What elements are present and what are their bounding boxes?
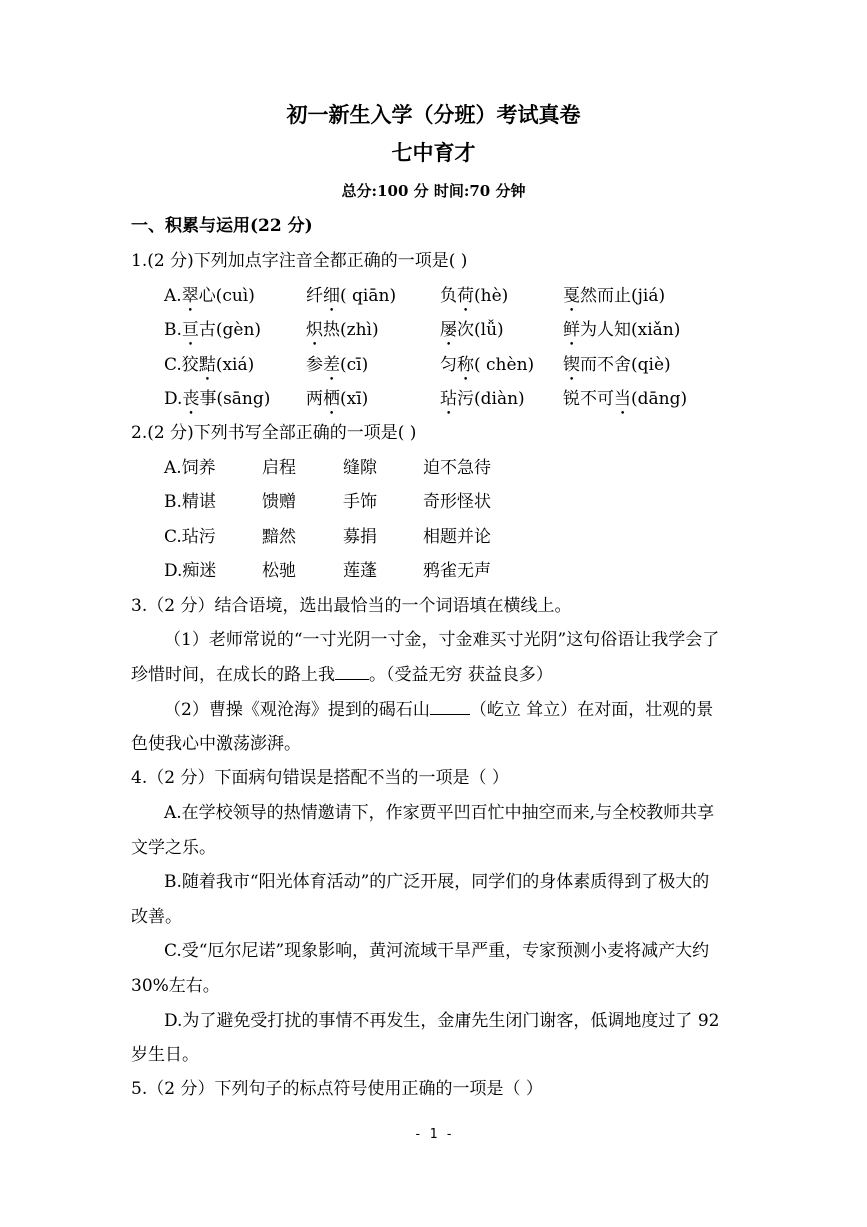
- question-3-part-1-line-1: （1）老师常说的“一寸光阴一寸金，寸金难买寸光阴”这句俗语让我学会了: [164, 630, 720, 650]
- question-1-stem: 1.(2 分)下列加点字注音全都正确的一项是( ): [131, 251, 468, 271]
- question-2-option-a-item-1: A.饲养: [164, 458, 216, 478]
- answer-blank: [430, 700, 470, 715]
- emphasized-character: 亘: [181, 320, 199, 340]
- emphasized-character: 黠: [198, 355, 216, 375]
- question-4-stem: 4.（2 分）下面病句错误是搭配不当的一项是（ ）: [131, 768, 509, 788]
- emphasized-character: 差: [323, 355, 340, 375]
- page-number: - 1 -: [413, 1127, 454, 1142]
- question-4-option-b-line-1: B.随着我市“阳光体育活动”的广泛开展，同学们的身体素质得到了极大的: [164, 872, 710, 892]
- question-2-option-c-item-4: 相题并论: [423, 527, 491, 547]
- question-3-stem: 3.（2 分）结合语境，选出最恰当的一个词语填在横线上。: [131, 596, 572, 616]
- emphasized-character: 戛: [563, 286, 580, 306]
- question-2-option-a-item-2: 启程: [262, 458, 296, 478]
- question-4-option-d-line-1: D.为了避免受打扰的事情不再发生，金庸先生闭门谢客，低调地度过了 92: [164, 1011, 720, 1031]
- question-4-option-b-line-2: 改善。: [131, 907, 182, 927]
- question-2-option-b-item-2: 馈赠: [262, 492, 296, 512]
- question-1-option-b-item-2: 炽热(zhì): [306, 320, 379, 340]
- question-4-option-a-line-1: A.在学校领导的热情邀请下，作家贾平凹百忙中抽空而来,与全校教师共享: [164, 803, 715, 823]
- question-1-option-c-item-1: C.狡黠(xiá): [164, 355, 255, 375]
- question-2-option-d-item-2: 松驰: [262, 561, 296, 581]
- question-2-stem: 2.(2 分)下列书写全部正确的一项是( ): [131, 423, 417, 443]
- question-2-option-a-item-4: 迫不急待: [423, 458, 491, 478]
- answer-blank: [335, 665, 369, 680]
- question-4-option-c-line-2: 30%左右。: [131, 976, 220, 996]
- question-3-part-1-line-2: 珍惜时间，在成长的路上我 。（受益无穷 获益良多）: [131, 665, 553, 685]
- question-1-option-d-item-3: 玷污(diàn): [440, 389, 525, 409]
- question-1-option-c-item-2: 参差(cī): [306, 355, 369, 375]
- emphasized-character: 丧: [182, 389, 200, 409]
- question-1-option-c-item-3: 匀称( chèn): [440, 355, 535, 375]
- question-2-option-c-item-3: 募捐: [343, 527, 377, 547]
- question-2-option-d-item-1: D.痴迷: [164, 561, 217, 581]
- question-2-option-b-item-3: 手饰: [343, 492, 377, 512]
- question-1-option-d-item-4: 锐不可当(dāng): [563, 389, 688, 409]
- question-4-option-c-line-1: C.受“厄尔尼诺”现象影响，黄河流域干旱严重，专家预测小麦将减产大约: [164, 941, 710, 961]
- question-3-part-2-line-2: 色使我心中激荡澎湃。: [131, 734, 301, 754]
- question-1-option-a-item-3: 负荷(hè): [440, 286, 509, 306]
- emphasized-character: 屡: [440, 320, 457, 340]
- question-2-option-a-item-3: 缝隙: [343, 458, 377, 478]
- exam-meta: 总分:100 分 时间:70 分钟: [341, 182, 526, 200]
- question-2-option-b-item-1: B.精谌: [164, 492, 216, 512]
- question-5-stem: 5.（2 分）下列句子的标点符号使用正确的一项是（ ）: [131, 1079, 543, 1099]
- emphasized-character: 锲: [563, 355, 580, 375]
- emphasized-character: 炽: [306, 320, 323, 340]
- emphasized-character: 荷: [457, 286, 474, 306]
- emphasized-character: 翠: [181, 286, 199, 306]
- emphasized-character: 鲜: [563, 320, 580, 340]
- question-1-option-d-item-1: D.丧事(sāng): [164, 389, 271, 409]
- question-4-option-a-line-2: 文学之乐。: [131, 838, 216, 858]
- question-1-option-b-item-1: B.亘古(gèn): [164, 320, 262, 340]
- exam-title: 初一新生入学（分班）考试真卷: [286, 102, 581, 127]
- question-1-option-c-item-4: 锲而不舍(qiè): [563, 355, 671, 375]
- emphasized-character: 栖: [323, 389, 340, 409]
- question-1-option-b-item-3: 屡次(lǚ): [440, 320, 504, 340]
- question-4-option-d-line-2: 岁生日。: [131, 1045, 199, 1065]
- question-1-option-a-item-2: 纤细( qiān): [306, 286, 397, 306]
- question-2-option-c-item-1: C.玷污: [164, 527, 216, 547]
- question-1-option-a-item-1: A.翠心(cuì): [164, 286, 255, 306]
- emphasized-character: 玷: [440, 389, 457, 409]
- school-name: 七中育才: [391, 140, 476, 165]
- question-2-option-c-item-2: 黯然: [262, 527, 296, 547]
- question-1-option-b-item-4: 鲜为人知(xiǎn): [563, 320, 681, 340]
- emphasized-character: 称: [457, 355, 474, 375]
- question-2-option-d-item-3: 莲蓬: [343, 561, 377, 581]
- question-1-option-a-item-4: 戛然而止(jiá): [563, 286, 666, 306]
- question-2-option-b-item-4: 奇形怪状: [423, 492, 491, 512]
- emphasized-character: 细: [323, 286, 340, 306]
- emphasized-character: 当: [614, 389, 631, 409]
- section-heading: 一、积累与运用(22 分): [131, 216, 313, 236]
- question-1-option-d-item-2: 两栖(xī): [306, 389, 369, 409]
- question-3-part-2-line-1: （2）曹操《观沧海》提到的碣石山 （屹立 耸立）在对面，壮观的景: [164, 700, 714, 720]
- question-2-option-d-item-4: 鸦雀无声: [423, 561, 491, 581]
